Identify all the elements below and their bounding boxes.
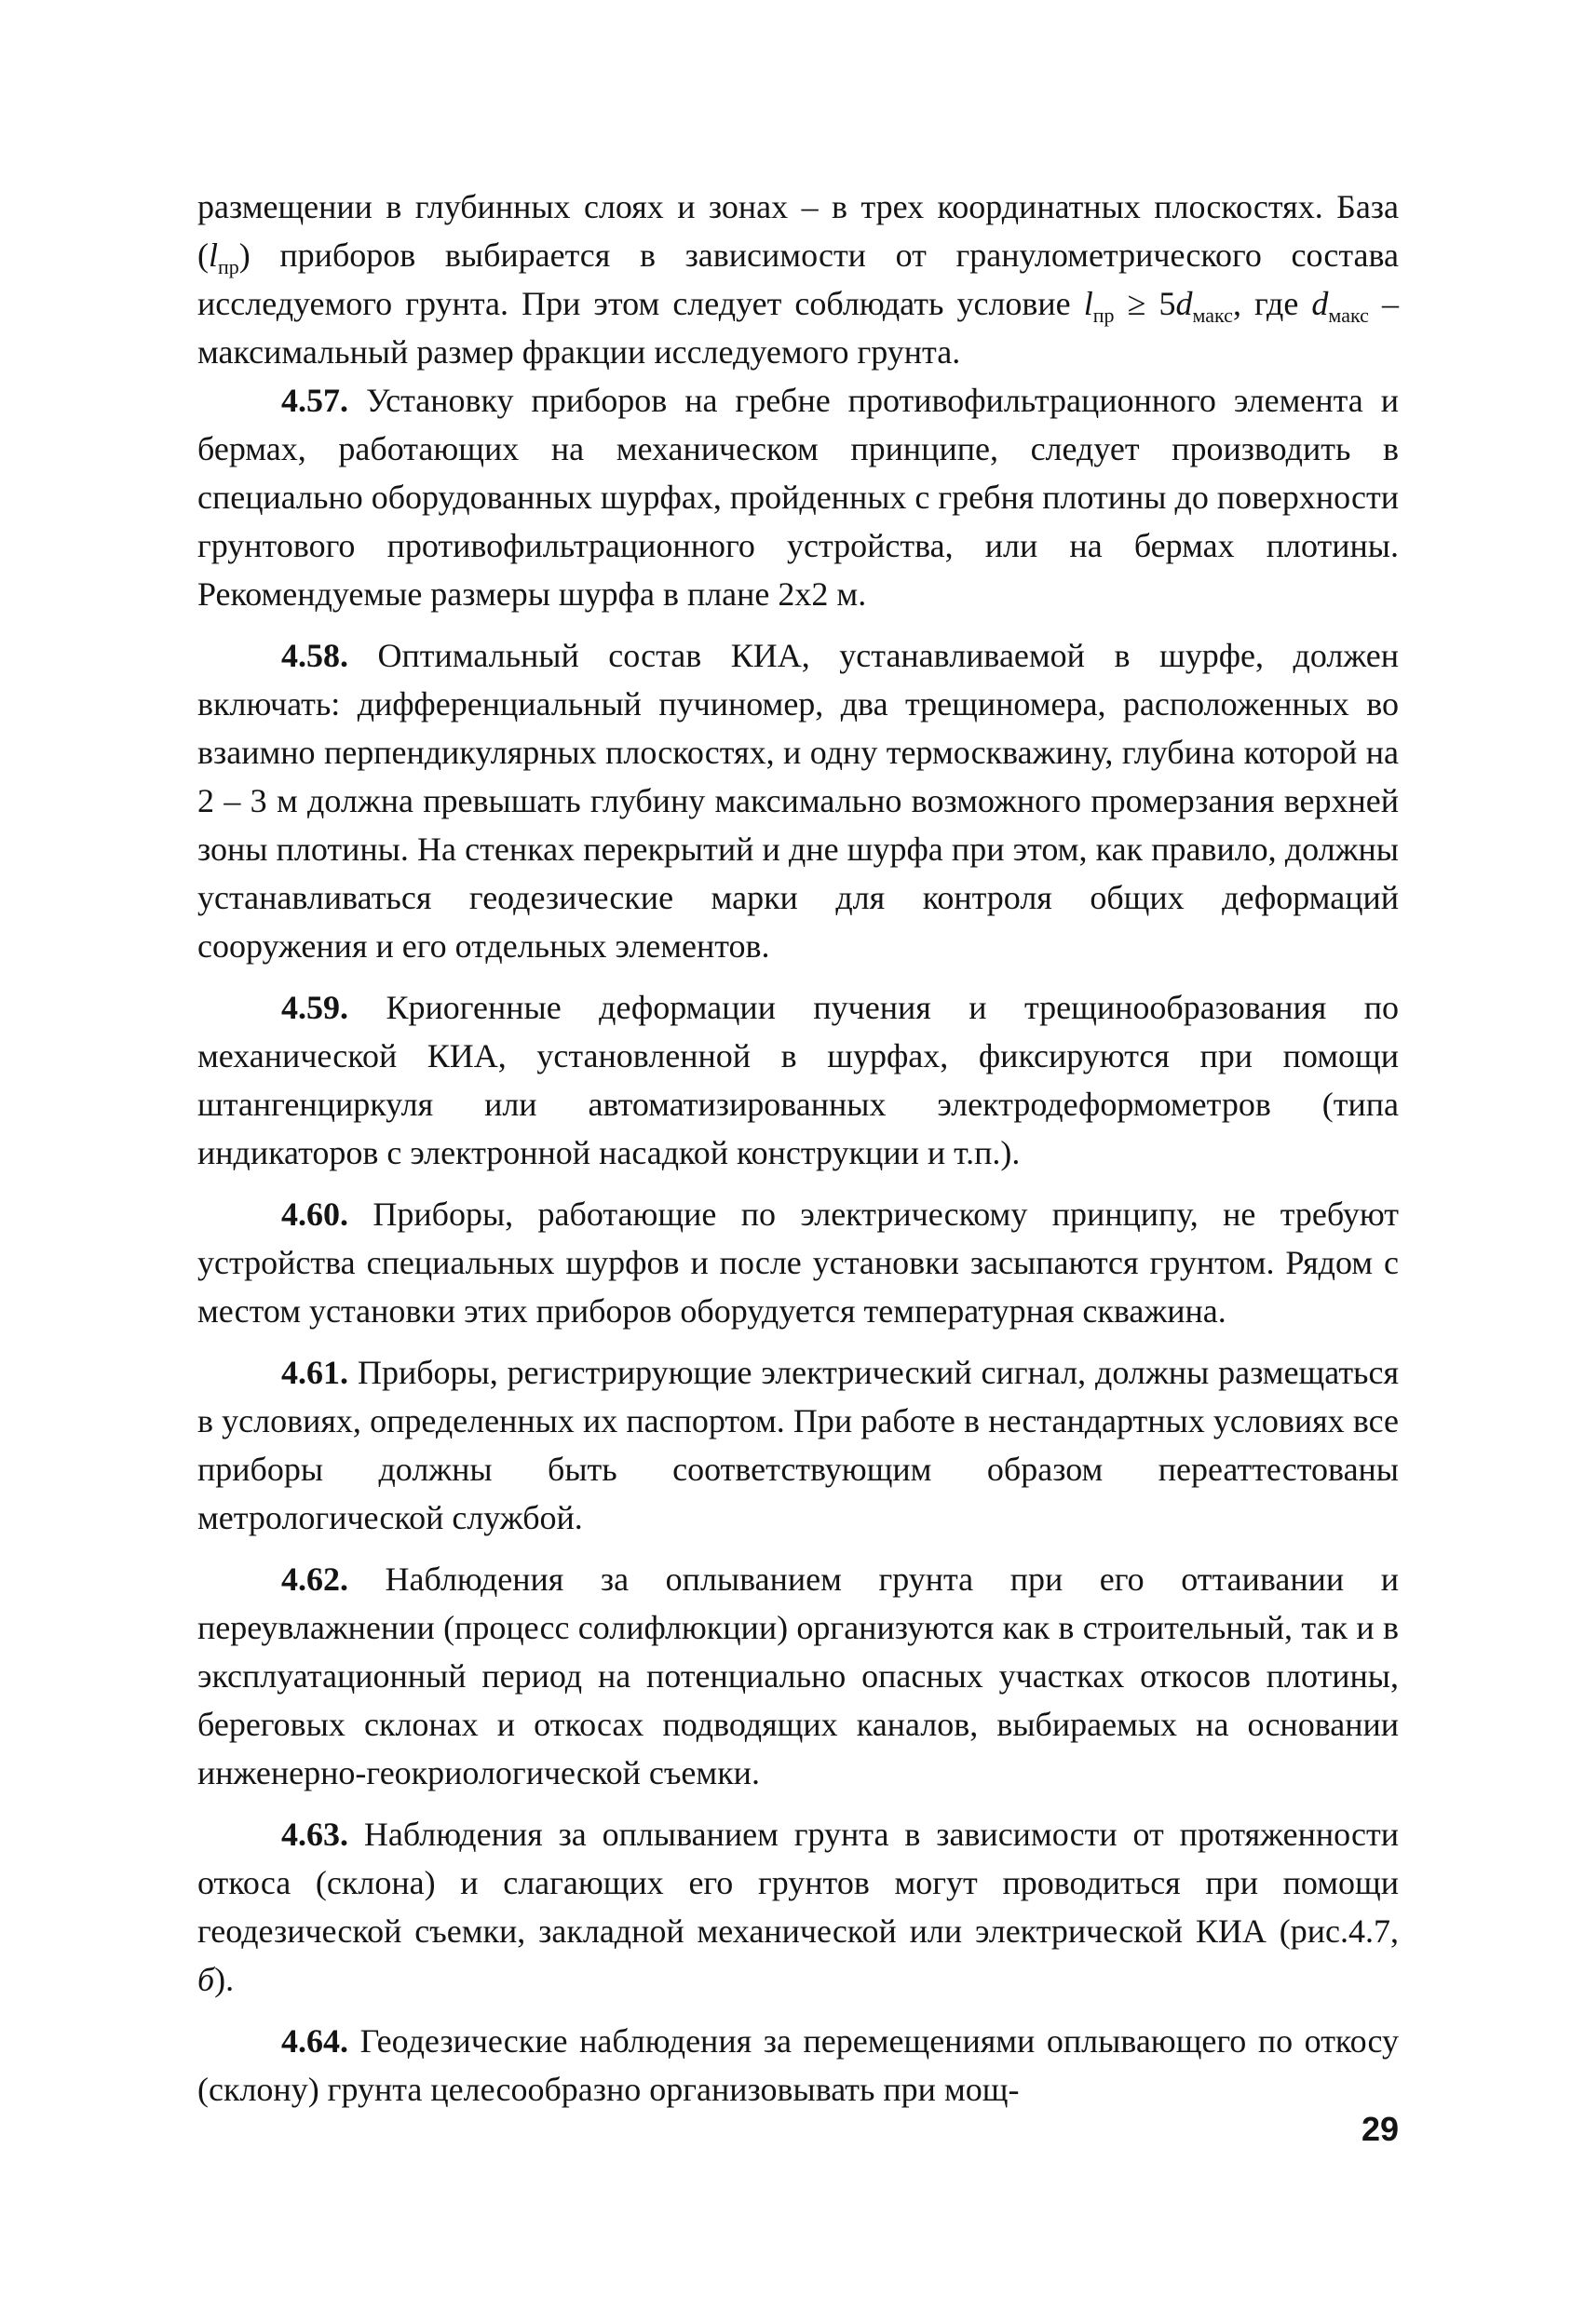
item-text: Наблюдения за оплыванием грунта в зависимости от протяженности откоса (склона) и слагающих его грунтов могут проводиться при помощи геодезической съемки, закладной механической или электрической КИА (рис.4.7,: [197, 1816, 1399, 1950]
subscript-pr: пр: [1092, 304, 1115, 327]
intro-text-4: – максимальный размер фракции исследуемого грунта.: [197, 285, 1399, 371]
item-text: Оптимальный состав КИА, устанавливаемой в шурфе, должен включать: дифференциальный пучиномер, два трещиномера, расположенных во взаимно перпендикулярных плоскостях, и одну термоскважину, глубина которой на 2 – 3 м должна превышать глубину максимально возможного промерзания верхней зоны плотины. На стенках перекрытий и дне шурфа при этом, как правило, должны устанавливаться геодезические марки для контроля общих деформаций сооружения и его отдельных элементов.: [197, 637, 1399, 965]
item-text: Геодезические наблюдения за перемещениями оплывающего по откосу (склону) грунта целесообразно организовывать при мощ-: [197, 2022, 1399, 2108]
item-text-end: ).: [214, 1961, 235, 1998]
page-number: 29: [1361, 2110, 1399, 2148]
item-number: 4.58.: [281, 637, 348, 674]
paragraph-4-59: [197, 983, 1399, 1177]
item-number: 4.64.: [281, 2022, 348, 2060]
subscript-maks: макс: [1328, 304, 1369, 327]
paragraph-4-64: [197, 2017, 1399, 2114]
item-text: Криогенные деформации пучения и трещинообразования по механической КИА, установленной в шурфах, фиксируются при помощи штангенциркуля или автоматизированных электродеформометров (типа индикаторов с электронной насадкой конструкции и т.п.).: [197, 989, 1399, 1171]
paragraph-4-57: [197, 376, 1399, 618]
intro-text-3: , где: [1232, 285, 1312, 322]
item-number: 4.63.: [281, 1816, 348, 1853]
paragraph-4-63: [197, 1810, 1399, 2004]
item-text: Наблюдения за оплыванием грунта при его оттаивании и переувлажнении (процесс солифлюкции) организуются как в строительный, так и в эксплуатационный период на потенциально опасных участках откосов плотины, береговых склонах и откосах подводящих каналов, выбираемых на основании инженерно-геокриологической съемки.: [197, 1561, 1399, 1791]
intro-text-1: размещении в глубинных слоях и зонах – в трех координатных плоскостях. База (: [197, 188, 1399, 274]
item-number: 4.60.: [281, 1196, 348, 1233]
item-text: Приборы, регистрирующие электрический сигнал, должны размещаться в условиях, определенных их паспортом. При работе в нестандартных условиях все приборы должны быть соответствующим образом переаттестованы метрологической службой.: [197, 1354, 1399, 1536]
item-number: 4.57.: [281, 382, 348, 419]
paragraph-4-60: [197, 1190, 1399, 1335]
symbol-d: d: [1175, 285, 1193, 322]
item-number: 4.61.: [281, 1354, 348, 1391]
figure-letter: б: [197, 1961, 215, 1998]
paragraph-intro: [197, 182, 1399, 376]
item-number: 4.59.: [281, 989, 348, 1026]
intro-text-2: ) приборов выбирается в зависимости от гранулометрического состава исследуемого грунта. При этом следует соблюдать условие: [197, 236, 1399, 322]
paragraph-4-61: [197, 1348, 1399, 1542]
symbol-l: l: [209, 236, 219, 274]
subscript-pr: пр: [218, 255, 239, 278]
paragraph-4-62: [197, 1555, 1399, 1797]
symbol-d: d: [1311, 285, 1329, 322]
item-text: Приборы, работающие по электрическому принципу, не требуют устройства специальных шурфов и после установки засыпаются грунтом. Рядом с местом установки этих приборов оборудуется температурная скважина.: [197, 1196, 1399, 1330]
symbol-l: l: [1083, 285, 1093, 322]
relation-sign: ≥ 5: [1114, 285, 1176, 322]
paragraph-4-58: [197, 631, 1399, 970]
condition-formula: [1083, 285, 1233, 327]
subscript-maks: макс: [1192, 304, 1233, 327]
item-number: 4.62.: [281, 1561, 348, 1598]
item-text: Установку приборов на гребне противофильтрационного элемента и бермах, работающих на механическом принципе, следует производить в специально оборудованных шурфах, пройденных с гребня плотины до поверхности грунтового противофильтрационного устройства, или на бермах плотины. Рекомендуемые размеры шурфа в плане 2х2 м.: [197, 382, 1399, 613]
